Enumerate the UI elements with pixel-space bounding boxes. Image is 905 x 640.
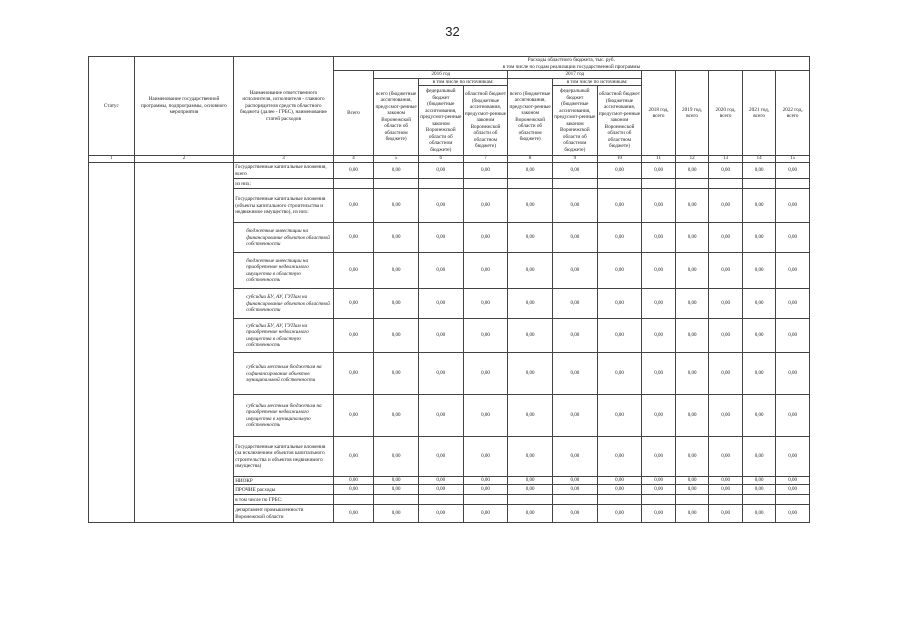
value-cell: 0,00 [642,189,676,223]
value-cell: 0,00 [333,289,374,319]
value-cell: 0,00 [776,319,810,353]
value-cell: 0,00 [776,163,810,179]
value-cell: 0,00 [333,189,374,223]
value-cell: 0,00 [463,163,508,179]
value-cell: 0,00 [374,189,419,223]
value-cell: 0,00 [374,319,419,353]
row-label: из них: [234,179,334,189]
header-2016-total: всего (бюджетные ассигнования, предусмот-ренные законом Воронежской области об областном бюджете) [374,78,419,156]
value-cell: 0,00 [742,189,776,223]
value-cell: 0,00 [597,353,642,395]
value-cell: 0,00 [333,253,374,289]
header-2017-federal: федеральный бюджет (бюджетные ассигнования, предусмот-ренные законом Воронежской области об областном бюджете) [552,86,597,156]
value-cell: 0,00 [709,485,743,495]
value-cell [508,495,553,505]
budget-table [88,56,810,523]
value-cell: 0,00 [642,289,676,319]
value-cell: 0,00 [333,505,374,523]
row-label: НИОКР [234,477,334,485]
value-cell [418,179,463,189]
value-cell: 0,00 [508,353,553,395]
value-cell: 0,00 [463,253,508,289]
value-cell: 0,00 [675,189,709,223]
value-cell [508,179,553,189]
value-cell: 0,00 [675,395,709,437]
value-cell: 0,00 [552,319,597,353]
value-cell: 0,00 [642,477,676,485]
value-cell: 0,00 [642,437,676,477]
value-cell: 0,00 [709,223,743,253]
index-cell: 3 [234,156,334,163]
value-cell: 0,00 [418,189,463,223]
value-cell: 0,00 [597,163,642,179]
value-cell: 0,00 [597,437,642,477]
value-cell [597,179,642,189]
value-cell [675,179,709,189]
value-cell: 0,00 [374,353,419,395]
value-cell: 0,00 [418,477,463,485]
row-label: субсидии БУ, АУ, ГУПам на приобретение недвижимого имущества в областную собственность [234,319,334,353]
value-cell: 0,00 [508,189,553,223]
value-cell [742,179,776,189]
value-cell: 0,00 [776,189,810,223]
row-label: Государственные капитальные вложения, всего [234,163,334,179]
header-2017-total: всего (бюджетные ассигнования, предусмот-ренные законом Воронежской области об областном бюджете) [508,78,553,156]
value-cell: 0,00 [675,289,709,319]
value-cell: 0,00 [675,485,709,495]
value-cell: 0,00 [374,505,419,523]
value-cell: 0,00 [776,505,810,523]
value-cell: 0,00 [709,505,743,523]
value-cell: 0,00 [552,485,597,495]
value-cell: 0,00 [776,223,810,253]
value-cell: 0,00 [463,319,508,353]
value-cell: 0,00 [418,163,463,179]
value-cell: 0,00 [333,485,374,495]
row-label: бюджетные инвестиции на финансирование объектов областной собственности [234,223,334,253]
value-cell: 0,00 [776,477,810,485]
value-cell: 0,00 [597,395,642,437]
value-cell: 0,00 [374,477,419,485]
value-cell: 0,00 [508,505,553,523]
value-cell: 0,00 [776,353,810,395]
header-2016-federal: федеральный бюджет (бюджетные ассигнования, предусмот-ренные законом Воронежской области об областном бюджете) [418,86,463,156]
value-cell: 0,00 [463,395,508,437]
value-cell: 0,00 [709,395,743,437]
value-cell: 0,00 [742,289,776,319]
value-cell: 0,00 [709,319,743,353]
value-cell: 0,00 [742,395,776,437]
value-cell: 0,00 [418,395,463,437]
value-cell: 0,00 [333,395,374,437]
value-cell: 0,00 [552,477,597,485]
value-cell: 0,00 [597,505,642,523]
value-cell: 0,00 [742,353,776,395]
value-cell [742,495,776,505]
value-cell: 0,00 [333,223,374,253]
value-cell: 0,00 [374,395,419,437]
value-cell: 0,00 [597,253,642,289]
value-cell: 0,00 [709,437,743,477]
value-cell: 0,00 [776,437,810,477]
value-cell [709,179,743,189]
index-cell: 12 [675,156,709,163]
value-cell: 0,00 [463,223,508,253]
value-cell: 0,00 [374,289,419,319]
value-cell: 0,00 [418,319,463,353]
value-cell [642,179,676,189]
program-cell [134,163,234,523]
value-cell: 0,00 [374,253,419,289]
value-cell: 0,00 [463,485,508,495]
header-2017-regional: областной бюджет (бюджетные ассигнования, предусмот-ренные законом Воронежской области об областном бюджете) [597,86,642,156]
index-cell: 11 [642,156,676,163]
index-cell: 14 [742,156,776,163]
row-label: субсидии БУ, АУ, ГУПам на финансирование объектов областной собственности [234,289,334,319]
index-cell: 15 [776,156,810,163]
value-cell [675,495,709,505]
value-cell: 0,00 [463,477,508,485]
value-cell: 0,00 [597,289,642,319]
value-cell: 0,00 [508,395,553,437]
header-year-2017: 2017 год [508,71,642,79]
value-cell: 0,00 [597,223,642,253]
value-cell: 0,00 [742,437,776,477]
value-cell: 0,00 [508,477,553,485]
value-cell [776,495,810,505]
value-cell: 0,00 [776,485,810,495]
row-label: Государственные капитальные вложения (за исключением объектов капитального строительства и объектов недвижимого имущества) [234,437,334,477]
value-cell: 0,00 [333,353,374,395]
row-label: ПРОЧИЕ расходы [234,485,334,495]
value-cell: 0,00 [776,253,810,289]
value-cell [642,495,676,505]
value-cell: 0,00 [642,253,676,289]
value-cell: 0,00 [597,319,642,353]
value-cell: 0,00 [675,437,709,477]
index-cell: 7 [463,156,508,163]
value-cell [552,495,597,505]
value-cell: 0,00 [742,319,776,353]
index-cell: 13 [709,156,743,163]
index-cell: 10 [597,156,642,163]
value-cell: 0,00 [508,253,553,289]
header-2018: 2018 год, всего [642,71,676,156]
value-cell: 0,00 [333,477,374,485]
value-cell: 0,00 [552,395,597,437]
header-total: Всего [333,71,374,156]
value-cell: 0,00 [418,353,463,395]
value-cell: 0,00 [374,163,419,179]
value-cell: 0,00 [463,289,508,319]
value-cell: 0,00 [508,163,553,179]
index-cell: 9 [552,156,597,163]
value-cell: 0,00 [642,319,676,353]
value-cell: 0,00 [709,289,743,319]
index-row [89,156,810,163]
page-number: 32 [445,24,460,39]
value-cell: 0,00 [418,289,463,319]
value-cell: 0,00 [374,223,419,253]
value-cell [333,495,374,505]
value-cell [776,179,810,189]
value-cell: 0,00 [374,485,419,495]
row-label: бюджетные инвестиции на приобретение недвижимого имущества в областную собственность [234,253,334,289]
value-cell: 0,00 [709,163,743,179]
value-cell: 0,00 [642,223,676,253]
value-cell [463,179,508,189]
value-cell: 0,00 [463,505,508,523]
index-cell: 4 [333,156,374,163]
value-cell: 0,00 [418,485,463,495]
value-cell: 0,00 [742,505,776,523]
row-label: субсидии местным бюджетам на приобретение недвижимого имущества в муниципальную собственность [234,395,334,437]
value-cell: 0,00 [418,253,463,289]
value-cell: 0,00 [742,223,776,253]
value-cell: 0,00 [463,353,508,395]
value-cell: 0,00 [552,505,597,523]
index-cell: 1 [89,156,135,163]
row-label: департамент промышленности Воронежской области [234,505,334,523]
row-label: субсидии местным бюджетам на софинансирование объектов муниципальной собственности [234,353,334,395]
header-2019: 2019 год, всего [675,71,709,156]
value-cell: 0,00 [642,485,676,495]
index-cell: 8 [508,156,553,163]
value-cell: 0,00 [642,395,676,437]
value-cell: 0,00 [709,189,743,223]
value-cell: 0,00 [675,253,709,289]
value-cell: 0,00 [742,485,776,495]
header-2020: 2020 год, всего [709,71,743,156]
header-spending-title: Расходы областного бюджета, тыс. руб. [527,57,615,63]
header-2016-sources: в том числе по источникам: [418,78,507,86]
value-cell [418,495,463,505]
header-executor: Наименование ответственного исполнителя, исполнителя - главного распорядителя средств областного бюджета (далее - ГРБС), наименование статей расходов [234,57,334,156]
value-cell: 0,00 [642,163,676,179]
value-cell: 0,00 [709,477,743,485]
value-cell [597,495,642,505]
value-cell: 0,00 [597,189,642,223]
value-cell: 0,00 [333,437,374,477]
value-cell: 0,00 [333,163,374,179]
value-cell: 0,00 [333,319,374,353]
header-2016-regional: областной бюджет (бюджетные ассигнования, предусмот-ренные законом Воронежской области об областном бюджете) [463,86,508,156]
value-cell: 0,00 [418,223,463,253]
value-cell: 0,00 [776,289,810,319]
value-cell: 0,00 [552,189,597,223]
value-cell: 0,00 [675,505,709,523]
row-label: в том числе по ГРБС: [234,495,334,505]
value-cell: 0,00 [742,477,776,485]
header-2021: 2021 год, всего [742,71,776,156]
header-2017-sources: в том числе по источникам: [552,78,641,86]
value-cell: 0,00 [675,477,709,485]
header-year-2016: 2016 год [374,71,508,79]
value-cell [552,179,597,189]
header-2022: 2022 год, всего [776,71,810,156]
value-cell: 0,00 [508,223,553,253]
value-cell: 0,00 [742,253,776,289]
value-cell: 0,00 [508,437,553,477]
header-spending-subtitle: в том числе по годам реализации государственной программы [502,63,641,70]
value-cell: 0,00 [508,289,553,319]
value-cell: 0,00 [508,485,553,495]
value-cell: 0,00 [597,477,642,485]
value-cell: 0,00 [675,223,709,253]
value-cell [374,495,419,505]
value-cell: 0,00 [642,353,676,395]
value-cell [709,495,743,505]
index-cell: 6 [418,156,463,163]
value-cell: 0,00 [552,253,597,289]
value-cell: 0,00 [508,319,553,353]
value-cell: 0,00 [552,289,597,319]
value-cell: 0,00 [776,395,810,437]
value-cell [463,495,508,505]
value-cell: 0,00 [418,505,463,523]
value-cell: 0,00 [642,505,676,523]
value-cell: 0,00 [742,163,776,179]
value-cell: 0,00 [374,437,419,477]
value-cell: 0,00 [675,319,709,353]
value-cell: 0,00 [552,353,597,395]
value-cell: 0,00 [418,437,463,477]
value-cell: 0,00 [675,163,709,179]
value-cell: 0,00 [463,437,508,477]
header-spending [333,57,809,71]
value-cell: 0,00 [463,189,508,223]
value-cell: 0,00 [597,485,642,495]
value-cell [333,179,374,189]
value-cell [374,179,419,189]
index-cell: 2 [134,156,234,163]
status-cell [89,163,135,523]
value-cell: 0,00 [709,353,743,395]
row-label: Государственные капитальные вложения (объекты капитального строительства и недвижимое имущество), из них: [234,189,334,223]
value-cell: 0,00 [709,253,743,289]
header-status: Статус [89,57,135,156]
header-program-name: Наименование государственной программы, подпрограммы, основного мероприятия [134,57,234,156]
value-cell: 0,00 [552,163,597,179]
table-row [89,163,810,179]
value-cell: 0,00 [552,223,597,253]
value-cell: 0,00 [552,437,597,477]
index-cell: 5 [374,156,419,163]
value-cell: 0,00 [675,353,709,395]
